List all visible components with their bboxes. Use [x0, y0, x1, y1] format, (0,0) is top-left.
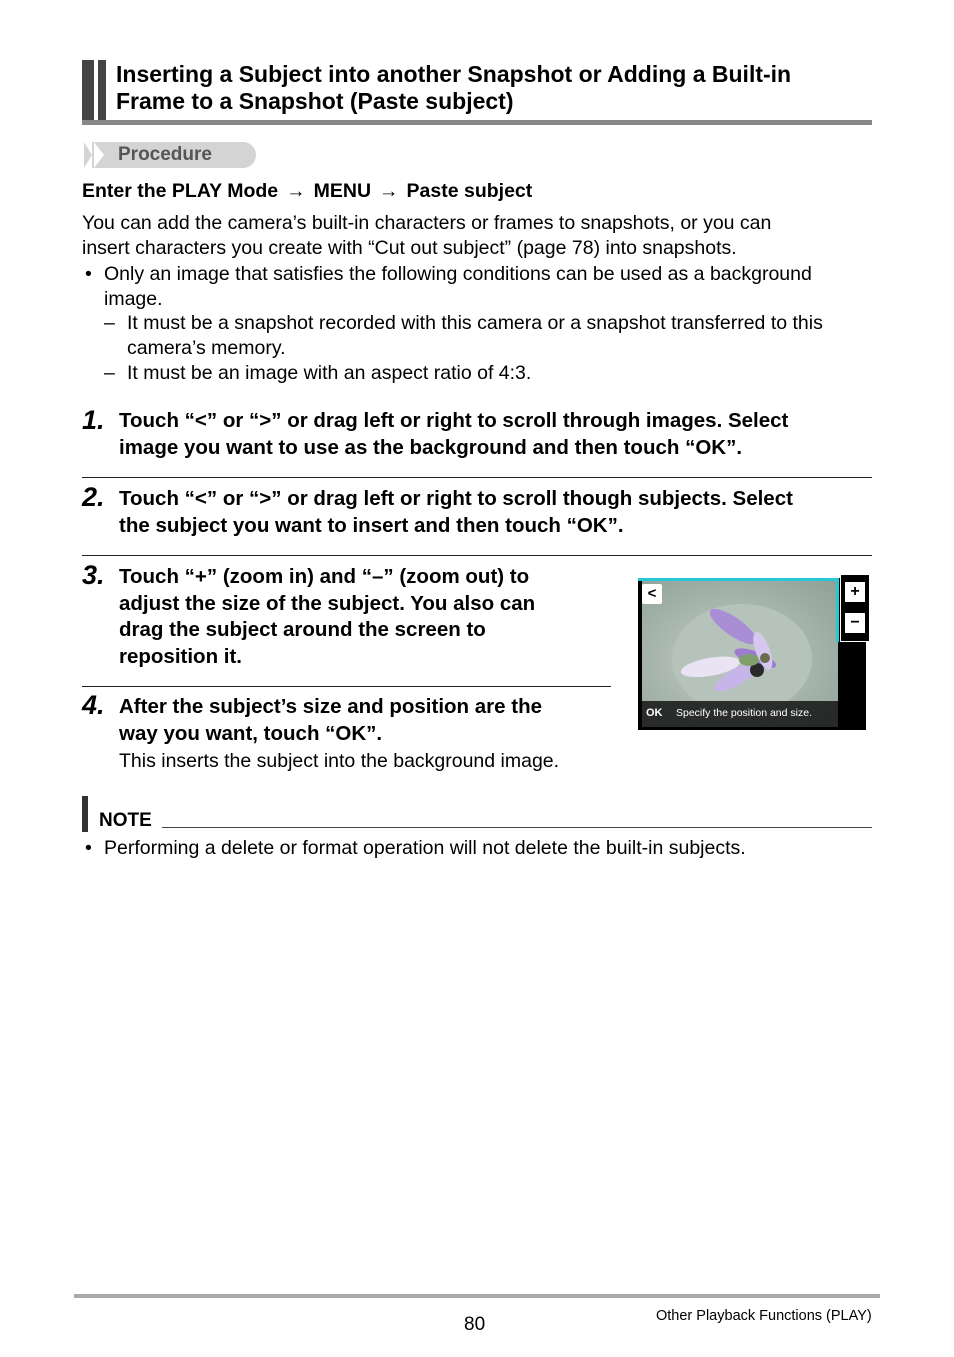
screen-border — [836, 578, 839, 642]
step-line: Touch “<” or “>” or drag left or right to scroll through images. Select — [119, 409, 789, 432]
note-text: Performing a delete or format operation will not delete the built-in subjects. — [104, 837, 746, 859]
arrow-right-icon: → — [286, 180, 306, 202]
title-underline — [82, 120, 872, 125]
footer-rule — [74, 1294, 880, 1298]
page-number: 80 — [464, 1314, 486, 1335]
step-number: 1. — [82, 405, 105, 435]
sub-bullet-line: It must be a snapshot recorded with this camera or a snapshot transferred to this — [127, 312, 823, 334]
footer-section-title: Other Playback Functions (PLAY) — [656, 1308, 872, 1324]
dash-icon: – — [104, 362, 115, 384]
intro-line: insert characters you create with “Cut out subject” (page 78) into snapshots. — [82, 237, 737, 259]
note-heading: NOTE — [99, 810, 152, 831]
zoom-in-button[interactable]: + — [845, 582, 865, 602]
note-rule — [162, 827, 872, 828]
step-divider — [82, 555, 872, 556]
bullet-icon: • — [85, 263, 92, 285]
zoom-out-button[interactable]: − — [845, 613, 865, 633]
bullet-line: image. — [104, 288, 163, 310]
step-instruction — [119, 486, 879, 539]
step-divider — [82, 477, 872, 478]
sub-bullet-line: It must be an image with an aspect ratio of 4:3. — [127, 362, 532, 384]
step-line: After the subject’s size and position are the — [119, 695, 542, 718]
zoom-panel — [840, 574, 870, 642]
title-accent-bar — [82, 60, 94, 122]
step-number: 3. — [82, 560, 105, 590]
section-title-line: Frame to a Snapshot (Paste subject) — [116, 88, 514, 114]
step-line: reposition it. — [119, 644, 242, 668]
dash-icon: – — [104, 312, 115, 334]
intro-line: You can add the camera’s built-in characters or frames to snapshots, or you can — [82, 212, 772, 234]
step-line: Touch “<” or “>” or drag left or right to scroll though subjects. Select — [119, 487, 793, 510]
step-line: the subject you want to insert and then touch “OK”. — [119, 513, 624, 537]
arrow-right-icon: → — [379, 180, 399, 202]
menu-path — [82, 178, 532, 204]
section-title-line: Inserting a Subject into another Snapshot or Adding a Built-in — [116, 61, 792, 87]
step-line: adjust the size of the subject. You also can — [119, 591, 536, 615]
title-accent-bar — [98, 60, 106, 122]
bullet-icon: • — [85, 837, 92, 859]
ok-button[interactable]: OK — [646, 707, 663, 719]
step-number: 4. — [82, 690, 105, 720]
menu-path-step: Enter the PLAY Mode — [82, 180, 279, 202]
step-instruction — [119, 564, 619, 670]
menu-path-step: Paste subject — [406, 180, 533, 202]
section-title — [116, 61, 876, 115]
sub-bullet-line: camera’s memory. — [127, 337, 286, 359]
procedure-chevron-icon — [84, 142, 92, 168]
step-detail: This inserts the subject into the background image. — [119, 750, 560, 772]
step-instruction — [119, 694, 619, 747]
intro-paragraph — [82, 211, 872, 261]
step-instruction — [119, 408, 879, 461]
step-line: Touch “+” (zoom in) and “–” (zoom out) to — [119, 565, 530, 588]
back-arrow-button[interactable]: < — [642, 584, 662, 604]
screen-hint: Specify the position and size. — [676, 707, 812, 719]
step-line: way you want, touch “OK”. — [119, 721, 383, 745]
procedure-chevron-icon — [94, 142, 104, 168]
note-accent-bar — [82, 796, 88, 832]
menu-path-step: MENU — [313, 180, 372, 202]
procedure-label: Procedure — [118, 144, 212, 165]
step-line: drag the subject around the screen to — [119, 618, 486, 641]
screen-border — [638, 578, 838, 581]
bullet-line: Only an image that satisfies the following conditions can be used as a background — [104, 263, 812, 285]
step-line: image you want to use as the background and then touch “OK”. — [119, 435, 743, 459]
step-number: 2. — [82, 482, 105, 512]
step-divider — [82, 686, 611, 687]
